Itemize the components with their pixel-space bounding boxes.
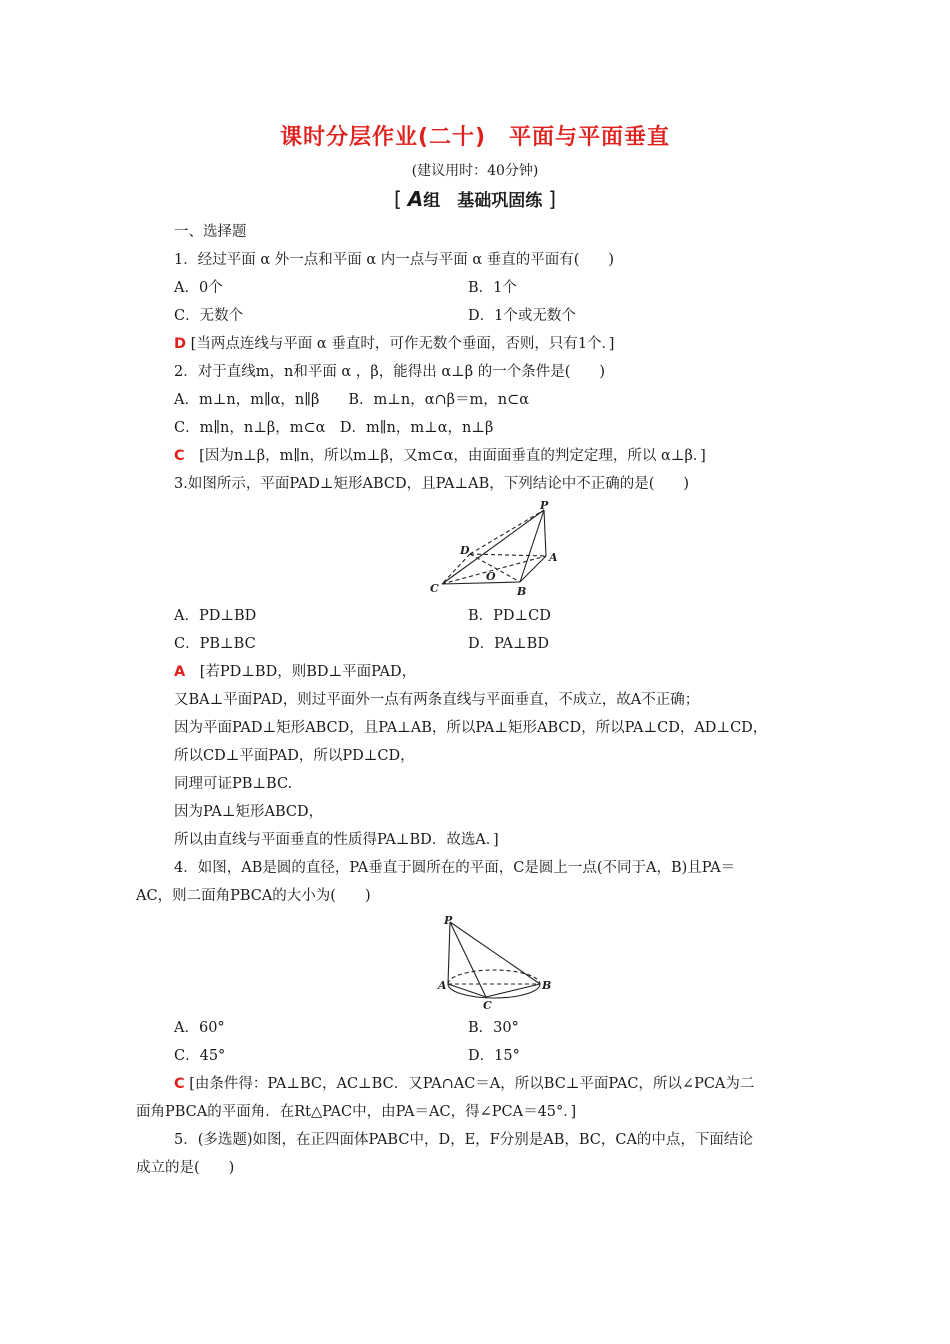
q1-option-d: D．1个或无数个 <box>468 308 576 324</box>
q3-stem: 3.如图所示，平面PAD⊥矩形ABCD，且PA⊥AB，下列结论中不正确的是( ) <box>174 476 690 492</box>
q5-stem-2: 成立的是( ) <box>136 1160 235 1176</box>
group-letter: A <box>407 187 424 211</box>
group-label: 组 基础巩固练 <box>423 191 543 211</box>
q3-explanation-7: 所以由直线与平面垂直的性质得PA⊥BD．故选A．] <box>174 832 499 848</box>
group-open-bracket: [ <box>393 187 402 211</box>
q1-option-a: A．0个 <box>174 280 223 296</box>
q1-option-c: C．无数个 <box>174 308 244 324</box>
group-heading <box>0 186 950 211</box>
label-p: P <box>444 914 453 927</box>
label-a: A <box>438 979 447 992</box>
q4-explanation-2: 面角PBCA的平面角．在Rt△PAC中，由PA＝AC，得∠PCA＝45°．] <box>136 1104 577 1120</box>
q3-explanation-6: 因为PA⊥矩形ABCD， <box>174 804 324 820</box>
q3-explanation-2: 又BA⊥平面PAD，则过平面外一点有两条直线与平面垂直，不成立，故A不正确； <box>174 692 700 708</box>
group-close-bracket: ] <box>548 187 557 211</box>
q1-option-b: B．1个 <box>468 280 517 296</box>
q3-explanation-3: 因为平面PAD⊥矩形ABCD，且PA⊥AB，所以PA⊥矩形ABCD，所以PA⊥CD，AD⊥CD， <box>174 720 768 736</box>
label-a: A <box>549 551 558 564</box>
q4-option-d: D．15° <box>468 1048 520 1064</box>
q3-option-c: C．PB⊥BC <box>174 636 256 652</box>
q3-answer-letter: A <box>174 664 186 680</box>
cone-figure <box>436 912 552 1012</box>
q4-answer-letter: C <box>174 1076 185 1092</box>
label-c: C <box>483 999 492 1012</box>
q3-explanation-1: [若PD⊥BD，则BD⊥平面PAD， <box>185 664 417 680</box>
q4-answer <box>174 1074 754 1094</box>
q3-option-b: B．PD⊥CD <box>468 608 551 624</box>
q4-explanation-1: [由条件得：PA⊥BC，AC⊥BC．又PA∩AC＝A，所以BC⊥平面PAC，所以∠PCA为二 <box>184 1076 755 1092</box>
q2-explanation: [因为n⊥β，m∥n，所以m⊥β，又m⊂α，由面面垂直的判定定理，所以 α⊥β．] <box>184 448 706 464</box>
q3-option-a: A．PD⊥BD <box>174 608 257 624</box>
q3-answer <box>174 662 416 682</box>
q4-option-b: B．30° <box>468 1020 519 1036</box>
label-c: C <box>430 582 439 595</box>
q2-options-cd: C．m∥n，n⊥β，m⊂α D．m∥n，m⊥α，n⊥β <box>174 420 494 436</box>
label-o: O <box>486 570 496 583</box>
pyramid-figure <box>420 498 560 600</box>
section-heading: 一、选择题 <box>174 224 247 240</box>
label-d: D <box>460 544 470 557</box>
q2-options-ab: A．m⊥n，m∥α，n∥β B．m⊥n，α∩β＝m，n⊂α <box>174 392 530 408</box>
q1-explanation: [当两点连线与平面 α 垂直时，可作无数个垂面，否则，只有1个．] <box>186 336 615 352</box>
label-p: P <box>540 499 549 512</box>
q3-explanation-5: 同理可证PB⊥BC. <box>174 776 293 792</box>
q1-answer <box>174 334 614 354</box>
q4-stem-1: 4．如图，AB是圆的直径，PA垂直于圆所在的平面，C是圆上一点(不同于A，B)且PA＝ <box>174 860 736 876</box>
page-subtitle: (建议用时：40分钟) <box>411 163 539 179</box>
q2-stem: 2．对于直线m，n和平面 α ，β，能得出 α⊥β 的一个条件是( ) <box>174 364 606 380</box>
q4-option-c: C．45° <box>174 1048 226 1064</box>
q1-answer-letter: D <box>174 336 187 352</box>
q4-option-a: A．60° <box>174 1020 225 1036</box>
label-b: B <box>542 979 552 992</box>
q1-stem: 1．经过平面 α 外一点和平面 α 内一点与平面 α 垂直的平面有( ) <box>174 252 615 268</box>
q2-answer-letter: C <box>174 448 185 464</box>
q2-answer <box>174 446 706 466</box>
q4-stem-2: AC，则二面角PBCA的大小为( ) <box>136 888 371 904</box>
q3-option-d: D．PA⊥BD <box>468 636 549 652</box>
label-b: B <box>517 585 527 598</box>
page-title: 课时分层作业(二十) 平面与平面垂直 <box>279 125 671 150</box>
q5-stem-1: 5．(多选题)如图，在正四面体PABC中，D，E，F分别是AB，BC，CA的中点，下面结论 <box>174 1132 753 1148</box>
q3-explanation-4: 所以CD⊥平面PAD，所以PD⊥CD， <box>174 748 415 764</box>
